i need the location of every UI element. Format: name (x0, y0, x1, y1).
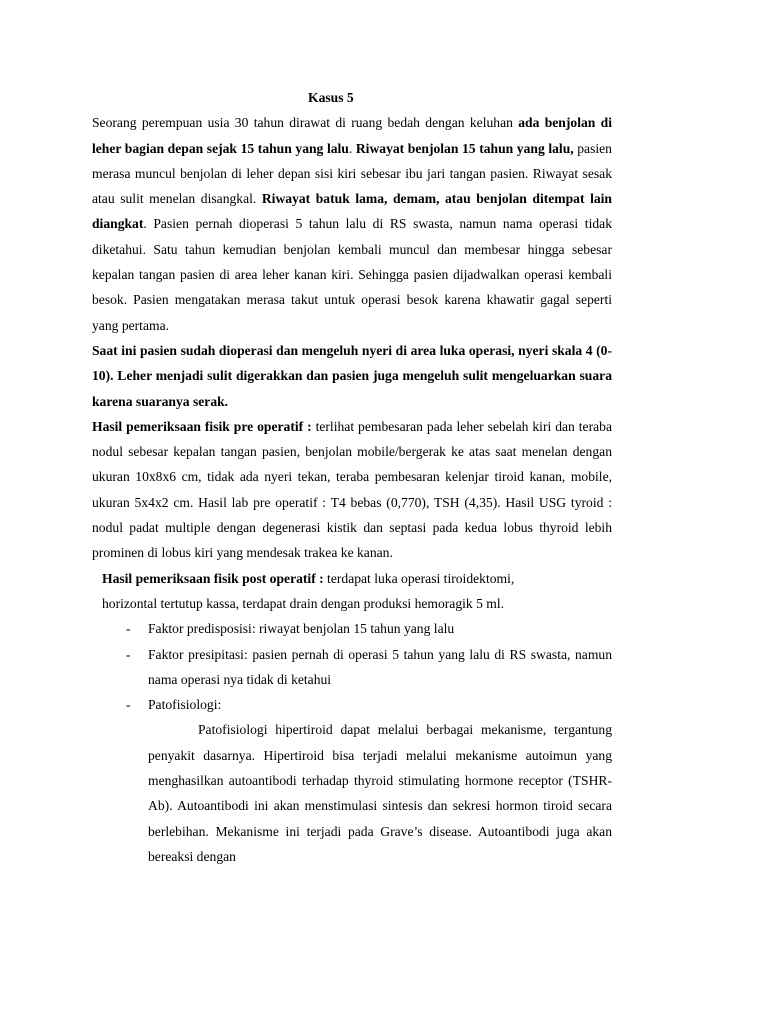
current-condition-text: Saat ini pasien sudah dioperasi dan mengeluh nyeri di area luka operasi, nyeri skala 4 (0-10). Leher menjadi sulit digerakkan dan pasien juga mengeluh sulit mengeluarkan suara karena suaranya serak. (92, 342, 612, 409)
para1-text-2: . (348, 140, 356, 156)
para1-bold-3: Riwayat batuk lama, demam, atau benjolan ditempat lain diangkat (92, 191, 612, 232)
para1-text-4: . Pasien pernah dioperasi 5 tahun lalu di RS swasta, namun nama operasi tidak diketahui. Satu tahun kemudian benjolan kembali muncul dan membesar hingga sebesar kepalan tangan pasien di area leher kanan kiri. Sehingga pasien dijadwalkan operasi kembali besok. Pasien mengatakan merasa takut untuk operasi besok karena khawatir gagal seperti yang pertama. (92, 216, 612, 333)
para1-text-3: pasien merasa muncul benjolan di leher depan sisi kiri sebesar ibu jari tangan pasien. Riwayat sesak atau sulit menelan disangkal. (92, 140, 612, 207)
post-op-label: Hasil pemeriksaan fisik post operatif : (102, 570, 324, 586)
factor-list (92, 616, 612, 869)
list-item (92, 642, 612, 693)
para1-bold-1: ada benjolan di leher bagian depan sejak 15 tahun yang lalu (92, 115, 612, 156)
case-title: Kasus 5 (308, 90, 354, 105)
dash-bullet: - (126, 697, 131, 713)
post-op-line-2: horizontal tertutup kassa, terdapat drain dengan produksi hemoragik 5 ml. (102, 595, 505, 611)
case-description-paragraph (92, 110, 612, 338)
pre-op-label: Hasil pemeriksaan fisik pre operatif : (92, 418, 312, 434)
post-op-line-1: terdapat luka operasi tiroidektomi, (323, 570, 515, 586)
list-item-text: Faktor predisposisi: riwayat benjolan 15 tahun yang lalu (148, 621, 455, 637)
para1-text-1: Seorang perempuan usia 30 tahun dirawat di ruang bedah dengan keluhan (92, 115, 519, 131)
list-item (92, 692, 612, 869)
document-page (92, 85, 612, 869)
list-item-text: Patofisiologi: (148, 697, 222, 713)
post-op-exam-paragraph (92, 566, 612, 617)
para1-bold-2: Riwayat benjolan 15 tahun yang lalu, (355, 140, 574, 156)
list-item (92, 616, 612, 641)
list-item-text: Faktor presipitasi: pasien pernah di operasi 5 tahun yang lalu di RS swasta, namun nama operasi nya tidak di ketahui (148, 646, 612, 687)
dash-bullet: - (126, 646, 131, 662)
pre-op-text: terlihat pembesaran pada leher sebelah kiri dan teraba nodul sebesar kepalan tangan pasien, benjolan mobile/bergerak ke atas saat menelan dengan ukuran 10x8x6 cm, tidak ada nyeri tekan, teraba pembesaran kelenjar tiroid kanan, mobile, ukuran 5x4x2 cm. Hasil lab pre operatif : T4 bebas (0,770), TSH (4,35). Hasil USG tyroid : nodul padat multiple dengan degenerasi kistik dan septasi pada kedua lobus thyroid lebih prominen di lobus kiri yang mendesak trakea ke kanan. (92, 418, 612, 561)
current-condition-paragraph (92, 338, 612, 414)
patofisiologi-paragraph: Patofisiologi hipertiroid dapat melalui berbagai mekanisme, tergantung penyakit dasarnya. Hipertiroid bisa terjadi melalui mekanisme autoimun yang menghasilkan autoantibodi terhadap thyroid stimulating hormone receptor (TSHR-Ab). Autoantibodi ini akan menstimulasi sintesis dan sekresi hormon tiroid secara berlebihan. Mekanisme ini terjadi pada Grave’s disease. Autoantibodi juga akan bereaksi dengan (148, 722, 612, 864)
pre-op-exam-paragraph (92, 414, 612, 566)
dash-bullet: - (126, 621, 131, 637)
